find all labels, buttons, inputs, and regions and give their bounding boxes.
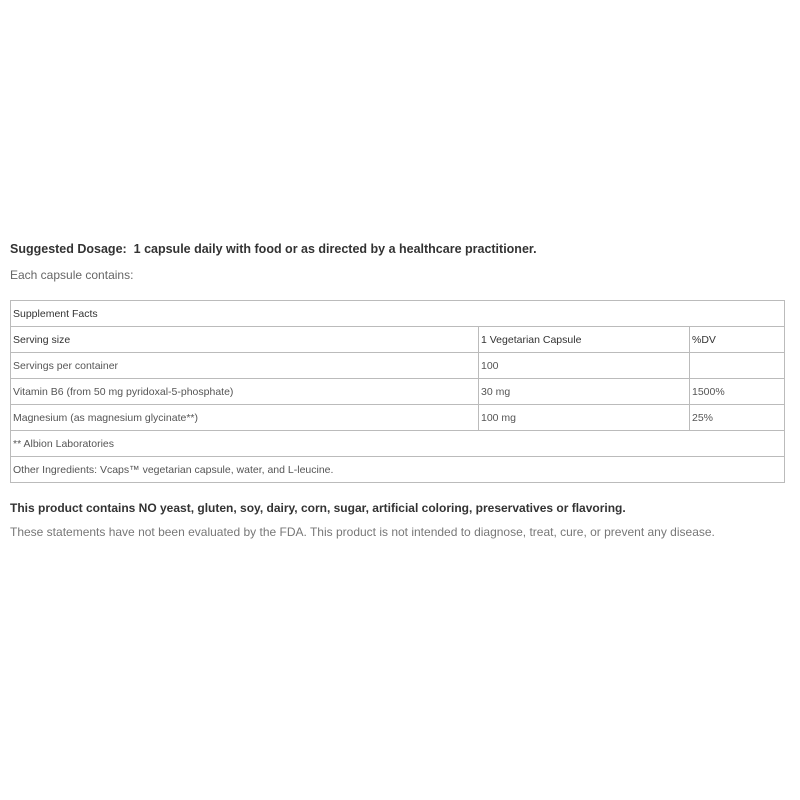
fda-disclaimer: These statements have not been evaluated by the FDA. This product is not intended to diagnose, treat, cure, or prevent any disease. <box>10 525 715 539</box>
supplement-facts-table <box>10 300 785 483</box>
servings-label: Servings per container <box>11 353 479 379</box>
table-title-row <box>11 301 785 327</box>
serving-size-value: 1 Vegetarian Capsule <box>479 327 690 353</box>
nutrient-amount: 30 mg <box>479 379 690 405</box>
product-info <box>10 238 784 542</box>
nutrient-dv: 1500% <box>690 379 785 405</box>
other-ingredients-row <box>11 457 785 483</box>
serving-size-label: Serving size <box>11 327 479 353</box>
nutrient-name: Vitamin B6 (from 50 mg pyridoxal-5-phosphate) <box>11 379 479 405</box>
allergen-statement: This product contains NO yeast, gluten, soy, dairy, corn, sugar, artificial coloring, preservatives or flavoring. <box>10 501 626 515</box>
dosage-label: Suggested Dosage: <box>10 242 127 256</box>
table-row <box>11 379 785 405</box>
dv-header: %DV <box>690 327 785 353</box>
table-row <box>11 353 785 379</box>
servings-value: 100 <box>479 353 690 379</box>
nutrient-dv: 25% <box>690 405 785 431</box>
footnote: ** Albion Laboratories <box>11 431 785 457</box>
serving-size-row <box>11 327 785 353</box>
other-ingredients: Other Ingredients: Vcaps™ vegetarian capsule, water, and L-leucine. <box>11 457 785 483</box>
supplement-facts-title: Supplement Facts <box>11 301 785 327</box>
servings-dv <box>690 353 785 379</box>
nutrient-name: Magnesium (as magnesium glycinate**) <box>11 405 479 431</box>
each-capsule-heading: Each capsule contains: <box>10 268 134 282</box>
nutrient-amount: 100 mg <box>479 405 690 431</box>
footnote-row <box>11 431 785 457</box>
dosage-text: 1 capsule daily with food or as directed by a healthcare practitioner. <box>133 242 537 256</box>
suggested-dosage <box>10 238 784 260</box>
table-row <box>11 405 785 431</box>
